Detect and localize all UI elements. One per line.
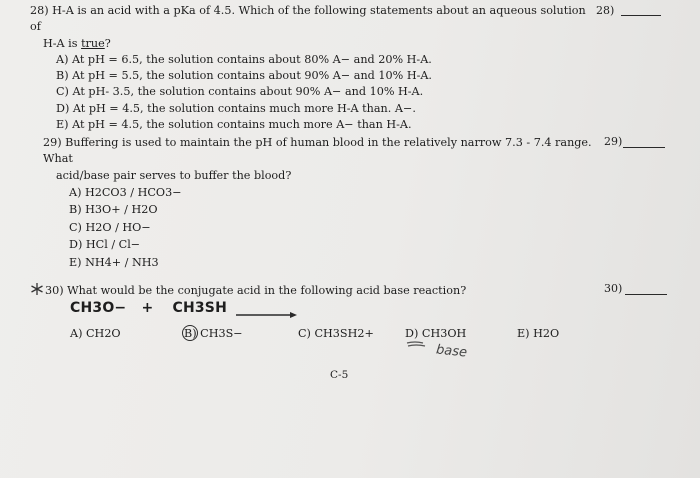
page-code: C-5	[330, 369, 349, 381]
q30-option-a: A) CH2O	[70, 327, 121, 340]
q29-option-a: A) H2CO3 / HCO3−	[69, 185, 182, 199]
reaction-arrow-icon	[236, 311, 298, 319]
question-28	[30, 3, 590, 133]
q29-option-c: C) H2O / HO−	[69, 220, 151, 234]
reactant-methanethiol: CH3SH	[172, 300, 228, 316]
plus-sign: +	[141, 300, 154, 316]
answer-blank-28	[621, 14, 661, 16]
q30-option-d: D) CH3OH	[405, 327, 467, 340]
underlined-true: true	[81, 36, 105, 50]
q30-option-c: C) CH3SH2+	[298, 327, 374, 340]
question-30-stem: 30) What would be the conjugate acid in the following acid base reaction?	[45, 284, 467, 297]
q30-option-e: E) H2O	[517, 327, 560, 340]
q28-option-d: D) At pH = 4.5, the solution contains much more H-A than. A−.	[56, 101, 416, 115]
answer-blank-30	[625, 293, 667, 295]
reactant-methoxide: CH3O−	[70, 300, 127, 316]
answer-label-28: 28)	[596, 4, 615, 17]
question-29-stem-line2: acid/base pair serves to buffer the blood?	[56, 168, 292, 182]
question-28-stem-line1: 28) H-A is an acid with a pKa of 4.5. Which of the following statements about an aqueous solution of	[30, 4, 586, 34]
answer-label-30: 30)	[604, 282, 623, 295]
handwritten-underline-mark	[405, 340, 429, 348]
q28-option-e: E) At pH = 4.5, the solution contains much more A− than H-A.	[56, 118, 412, 132]
q28-option-a: A) At pH = 6.5, the solution contains about 80% A− and 20% H-A.	[56, 52, 432, 66]
q30-option-b: B) CH3S−	[184, 327, 243, 340]
question-29-stem-line1: 29) Buffering is used to maintain the pH of human blood in the relatively narrow 7.3 - 7.4 range. What	[43, 136, 592, 166]
q29-option-b: B) H3O+ / H2O	[69, 203, 158, 217]
answer-label-29: 29)	[604, 135, 623, 148]
reaction-equation	[70, 300, 227, 316]
q29-option-e: E) NH4+ / NH3	[69, 255, 159, 269]
handwritten-note-base: base	[435, 342, 468, 361]
q28-option-b: B) At pH = 5.5, the solution contains about 90% A− and 10% H-A.	[56, 69, 432, 83]
question-29	[43, 135, 603, 271]
q28-option-c: C) At pH- 3.5, the solution contains about 90% A− and 10% H-A.	[56, 85, 424, 99]
star-mark-icon	[30, 282, 44, 296]
answer-blank-29	[623, 146, 665, 148]
question-28-options	[30, 52, 590, 133]
question-29-options	[43, 184, 603, 272]
q29-option-d: D) HCl / Cl−	[69, 238, 141, 252]
question-28-stem-line2: H-A is true?	[43, 36, 111, 50]
